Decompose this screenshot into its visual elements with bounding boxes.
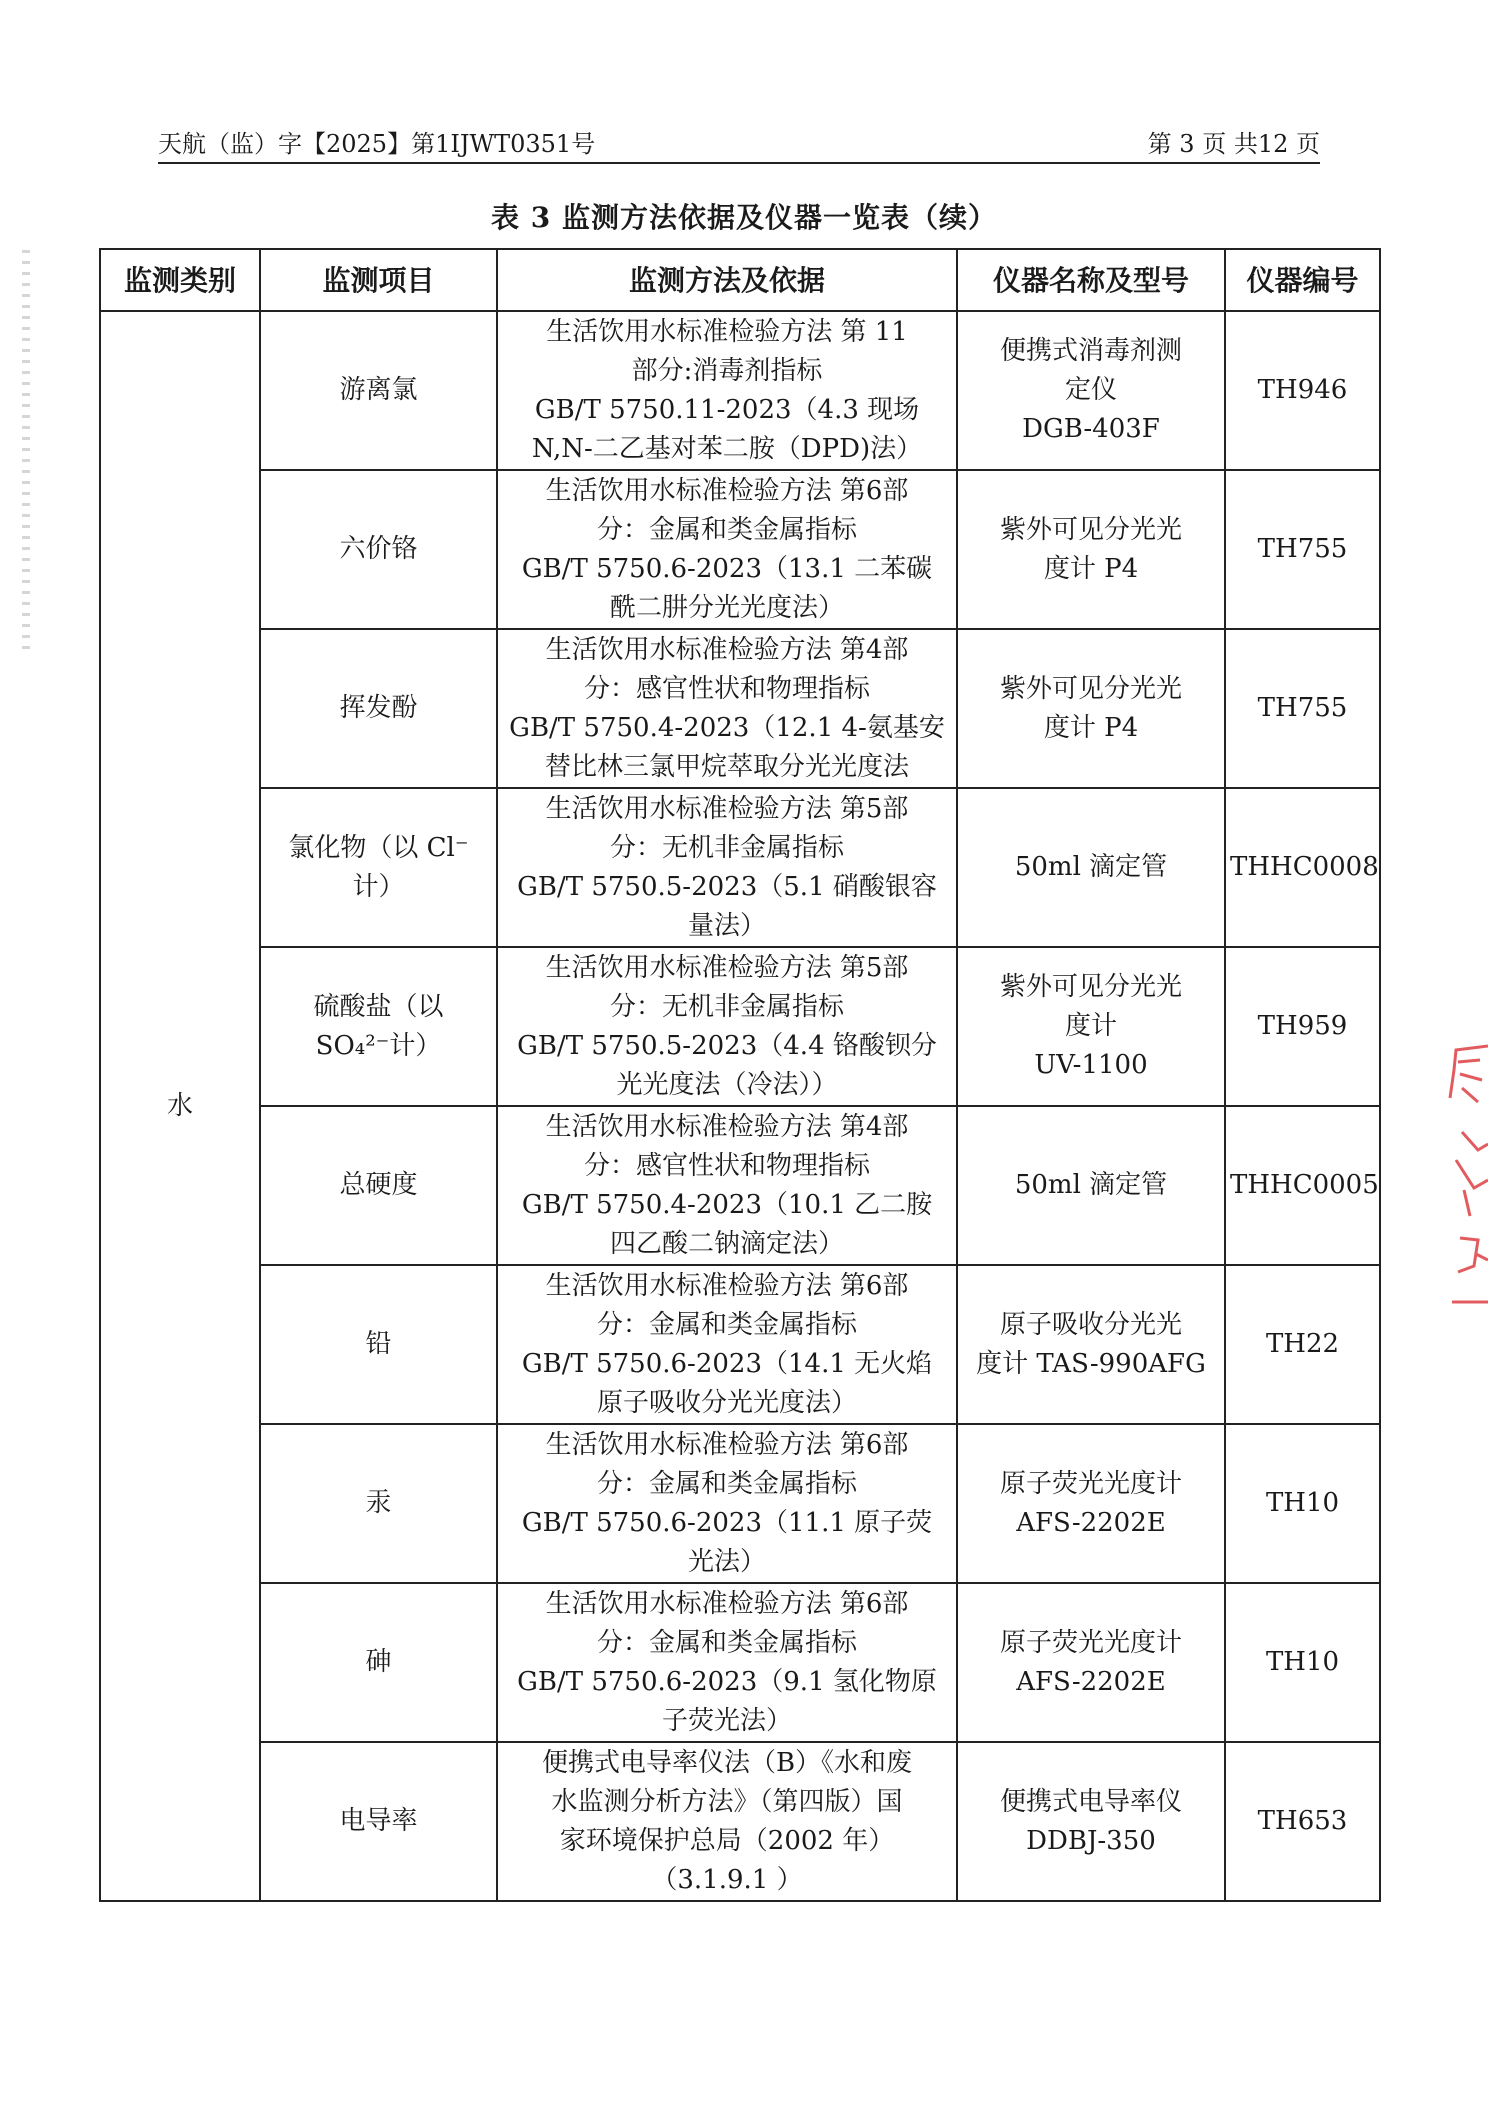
instrument-no-cell: TH755 — [1225, 629, 1380, 788]
method-line: 生活饮用水标准检验方法 第4部 — [545, 634, 909, 665]
page-number: 第 3 页 共12 页 — [1147, 130, 1320, 158]
method-line: 部分:消毒剂指标 — [631, 355, 823, 386]
table-row — [100, 1583, 1380, 1742]
table-body — [100, 311, 1380, 1901]
instrument-line: 紫外可见分光光 — [999, 673, 1182, 704]
item-line: 砷 — [365, 1647, 392, 1677]
table-row — [100, 1106, 1380, 1265]
instrument-cell — [957, 629, 1225, 788]
instrument-line: 度计 — [1064, 1011, 1117, 1041]
method-line: 分：感官性状和物理指标 — [583, 673, 870, 704]
instrument-line: 原子吸收分光光 — [999, 1309, 1182, 1340]
table-row — [100, 1265, 1380, 1424]
instrument-line: 度计 P4 — [1043, 712, 1139, 743]
method-line: 生活饮用水标准检验方法 第6部 — [545, 1429, 909, 1460]
page-header — [158, 120, 1320, 164]
instrument-cell — [957, 1424, 1225, 1583]
column-header-instrument-no: 仪器编号 — [1225, 249, 1380, 311]
method-line: （3.1.9.1 ） — [651, 1864, 803, 1895]
method-line: 分：无机非金属指标 — [609, 832, 844, 863]
table-title: 表 3 监测方法依据及仪器一览表（续） — [491, 201, 997, 234]
method-cell — [497, 788, 957, 947]
instrument-no-cell: TH946 — [1225, 311, 1380, 470]
instrument-no-cell: TH959 — [1225, 947, 1380, 1106]
method-line: GB/T 5750.6-2023（13.1 二苯碳 — [521, 553, 933, 584]
method-line: 光光度法（冷法）） — [616, 1069, 838, 1100]
item-cell — [260, 1742, 497, 1901]
instrument-line: UV-1100 — [1034, 1050, 1148, 1080]
item-cell — [260, 1424, 497, 1583]
method-line: GB/T 5750.6-2023（14.1 无火焰 — [521, 1348, 933, 1379]
table-header-row — [100, 249, 1380, 311]
method-line: 原子吸收分光光度法） — [596, 1387, 857, 1418]
item-cell — [260, 1583, 497, 1742]
instrument-line: 50ml 滴定管 — [1014, 1170, 1168, 1200]
method-line: GB/T 5750.11-2023（4.3 现场 — [534, 394, 920, 425]
method-line: 生活饮用水标准检验方法 第 11 — [546, 316, 908, 347]
instrument-no-cell: THHC0005 — [1225, 1106, 1380, 1265]
instrument-line: DGB-403F — [1022, 414, 1160, 444]
instrument-cell — [957, 1106, 1225, 1265]
instrument-line: 定仪 — [1064, 375, 1117, 405]
instrument-no-cell: TH10 — [1225, 1424, 1380, 1583]
item-line: 硫酸盐（以 — [313, 991, 444, 1022]
method-line: 家环境保护总局（2002 年） — [559, 1825, 895, 1856]
item-line: 汞 — [365, 1488, 392, 1518]
method-line: GB/T 5750.5-2023（4.4 铬酸钡分 — [517, 1030, 937, 1061]
method-line: 分：感官性状和物理指标 — [583, 1150, 870, 1181]
instrument-line: 紫外可见分光光 — [999, 514, 1182, 545]
method-line: 生活饮用水标准检验方法 第4部 — [545, 1111, 909, 1142]
instrument-line: 便携式消毒剂测 — [999, 336, 1182, 366]
method-line: 水监测分析方法》（第四版）国 — [551, 1786, 903, 1817]
method-line: GB/T 5750.5-2023（5.1 硝酸银容 — [517, 871, 937, 902]
method-line: 替比林三氯甲烷萃取分光光度法 — [544, 751, 909, 782]
item-cell — [260, 629, 497, 788]
method-line: GB/T 5750.6-2023（9.1 氢化物原 — [517, 1666, 937, 1697]
column-header-instrument: 仪器名称及型号 — [957, 249, 1225, 311]
item-cell — [260, 947, 497, 1106]
instrument-line: 原子荧光光度计 — [999, 1627, 1182, 1658]
binding-margin-marks — [22, 250, 30, 650]
method-cell — [497, 1742, 957, 1901]
method-line: 分：金属和类金属指标 — [596, 1309, 857, 1340]
table-row — [100, 311, 1380, 470]
instrument-no-cell: TH22 — [1225, 1265, 1380, 1424]
item-line: 电导率 — [339, 1806, 418, 1836]
method-line: 生活饮用水标准检验方法 第5部 — [545, 793, 909, 824]
method-line: GB/T 5750.4-2023（12.1 4-氨基安 — [509, 712, 945, 743]
item-cell — [260, 1265, 497, 1424]
method-cell — [497, 1106, 957, 1265]
table-row — [100, 788, 1380, 947]
item-cell — [260, 470, 497, 629]
instrument-line: 便携式电导率仪 — [999, 1786, 1182, 1817]
method-line: 四乙酸二钠滴定法） — [609, 1228, 844, 1259]
instrument-line: 度计 TAS-990AFG — [976, 1348, 1206, 1379]
method-cell — [497, 1583, 957, 1742]
table-row — [100, 1424, 1380, 1583]
table-row — [100, 947, 1380, 1106]
item-line: 挥发酚 — [339, 693, 418, 723]
instrument-line: 原子荧光光度计 — [999, 1468, 1182, 1499]
method-line: 分：金属和类金属指标 — [596, 1627, 857, 1658]
item-line: 计） — [352, 871, 405, 902]
item-line: 氯化物（以 Cl⁻ — [288, 832, 469, 863]
instrument-line: 度计 P4 — [1043, 553, 1139, 584]
item-line: 游离氯 — [339, 375, 418, 405]
column-header-item: 监测项目 — [260, 249, 497, 311]
instrument-cell — [957, 311, 1225, 470]
instrument-cell — [957, 1265, 1225, 1424]
method-cell — [497, 1265, 957, 1424]
method-cell — [497, 311, 957, 470]
instrument-cell — [957, 470, 1225, 629]
red-seal-stamp — [1448, 1040, 1488, 1340]
table-row — [100, 1742, 1380, 1901]
item-cell — [260, 788, 497, 947]
method-cell — [497, 470, 957, 629]
item-line: 总硬度 — [339, 1170, 418, 1200]
instrument-cell — [957, 1742, 1225, 1901]
instrument-line: 50ml 滴定管 — [1014, 852, 1168, 882]
instrument-cell — [957, 947, 1225, 1106]
instrument-line: AFS-2202E — [1016, 1507, 1166, 1538]
instrument-cell — [957, 1583, 1225, 1742]
method-line: GB/T 5750.6-2023（11.1 原子荧 — [521, 1507, 933, 1538]
instrument-cell — [957, 788, 1225, 947]
table-row — [100, 629, 1380, 788]
method-line: 子荧光法） — [661, 1705, 792, 1736]
item-cell — [260, 311, 497, 470]
instrument-line: DDBJ-350 — [1026, 1825, 1156, 1856]
stamp-marks — [1450, 1046, 1488, 1302]
item-line: SO₄²⁻计） — [315, 1030, 442, 1061]
method-line: 生活饮用水标准检验方法 第5部 — [545, 952, 909, 983]
method-line: 酰二肼分光光度法） — [609, 592, 844, 623]
item-line: 六价铬 — [339, 534, 418, 564]
method-line: N,N-二乙基对苯二胺（DPD)法） — [531, 433, 923, 464]
method-line: 分：金属和类金属指标 — [596, 1468, 857, 1499]
instrument-line: 紫外可见分光光 — [999, 972, 1182, 1002]
instrument-no-cell: TH653 — [1225, 1742, 1380, 1901]
method-line: 生活饮用水标准检验方法 第6部 — [545, 1588, 909, 1619]
method-cell — [497, 1424, 957, 1583]
method-line: 光法） — [687, 1546, 766, 1577]
item-line: 铅 — [365, 1329, 392, 1359]
methods-table — [99, 248, 1381, 1902]
instrument-no-cell: THHC0008 — [1225, 788, 1380, 947]
instrument-line: AFS-2202E — [1016, 1666, 1166, 1697]
column-header-category: 监测类别 — [100, 249, 260, 311]
column-header-method: 监测方法及依据 — [497, 249, 957, 311]
method-line: GB/T 5750.4-2023（10.1 乙二胺 — [521, 1189, 933, 1220]
method-line: 便携式电导率仪法（B）《水和废 — [541, 1747, 913, 1778]
method-line: 分：金属和类金属指标 — [596, 514, 857, 545]
item-cell — [260, 1106, 497, 1265]
method-line: 生活饮用水标准检验方法 第6部 — [545, 475, 909, 506]
method-line: 生活饮用水标准检验方法 第6部 — [545, 1270, 909, 1301]
report-number: 天航（监）字【2025】第1IJWT0351号 — [158, 130, 596, 158]
method-cell — [497, 947, 957, 1106]
method-line: 分：无机非金属指标 — [609, 991, 844, 1022]
instrument-no-cell: TH755 — [1225, 470, 1380, 629]
method-cell — [497, 629, 957, 788]
instrument-no-cell: TH10 — [1225, 1583, 1380, 1742]
category-cell: 水 — [100, 311, 260, 1901]
table-row — [100, 470, 1380, 629]
method-line: 量法） — [687, 910, 766, 941]
